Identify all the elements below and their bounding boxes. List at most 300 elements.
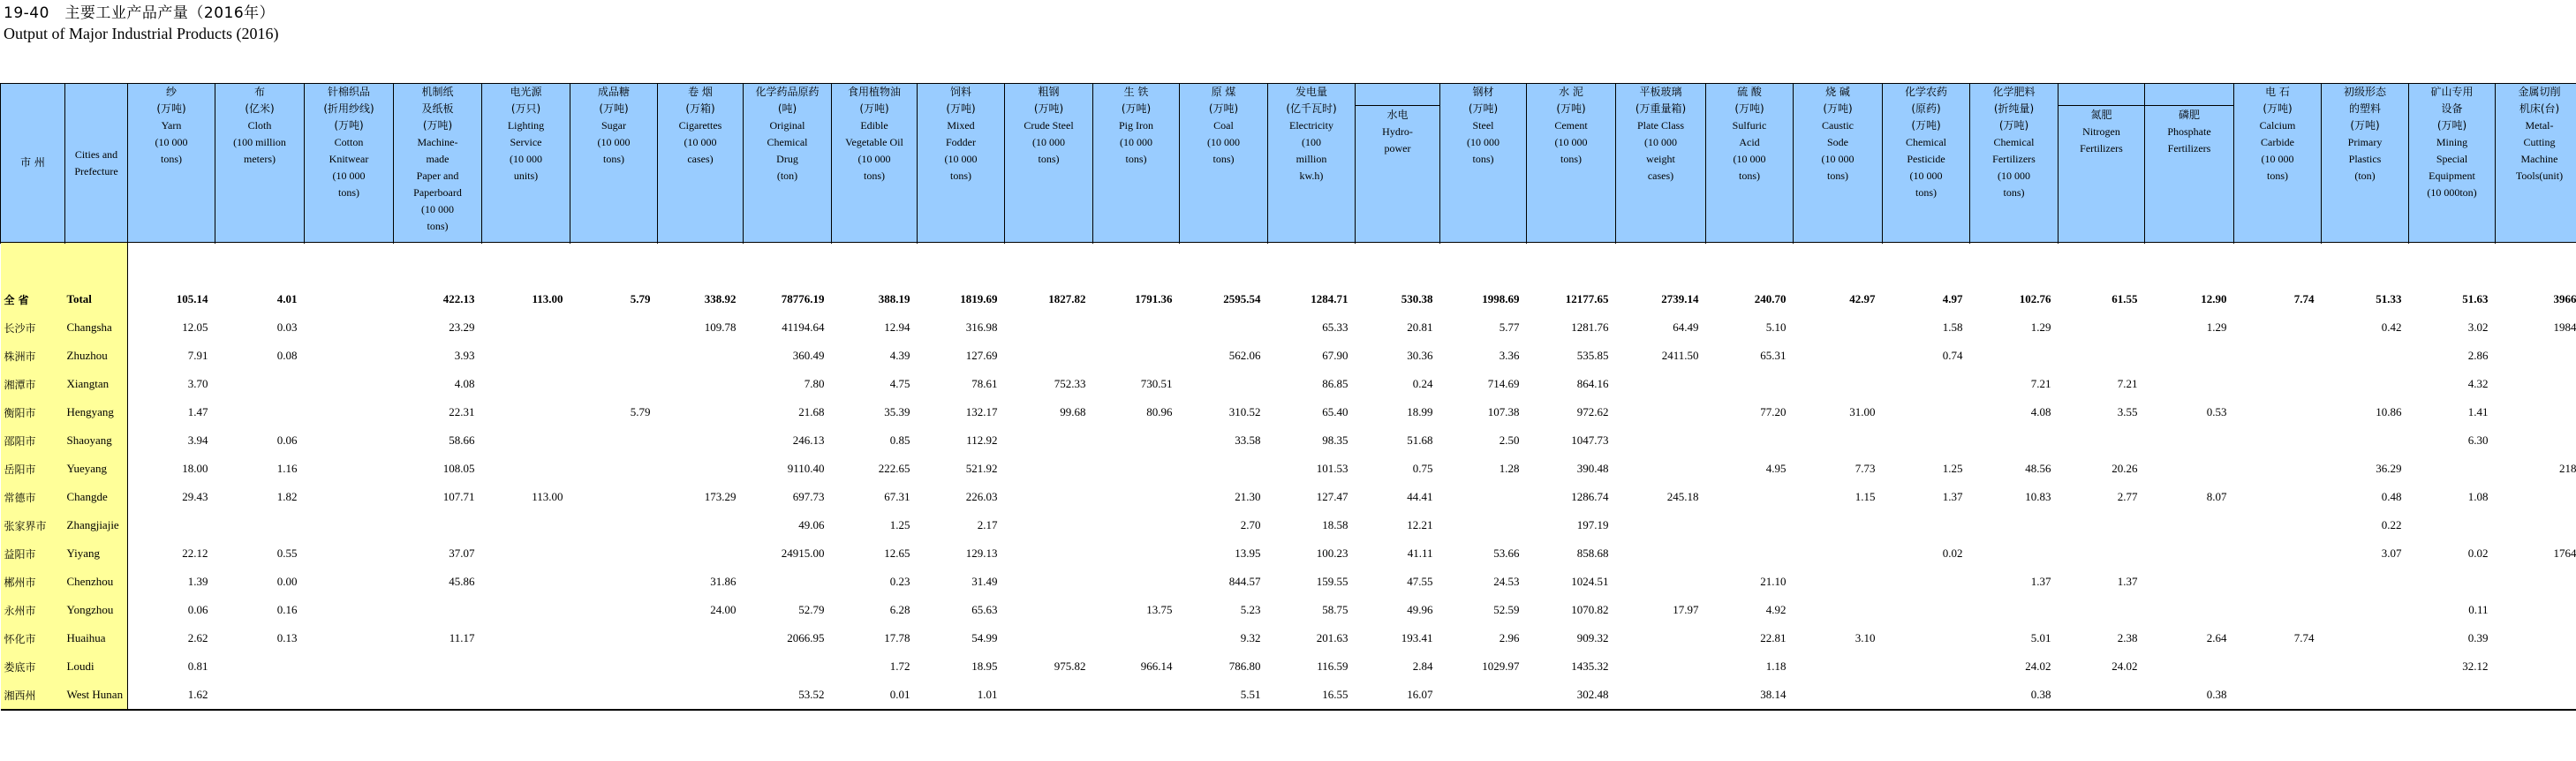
value-cell: 0.85 bbox=[889, 433, 910, 447]
value-cell bbox=[570, 483, 658, 511]
value-cell: 58.66 bbox=[449, 433, 475, 447]
value-cell bbox=[2496, 426, 2576, 455]
value-cell: 966.14 bbox=[1140, 659, 1173, 673]
value-cell: 1.25 bbox=[1942, 462, 1963, 475]
city-name-cn: 常德市 bbox=[1, 483, 65, 511]
value-cell: 11.17 bbox=[449, 631, 475, 644]
column-header-1-cn: 布 (亿米) bbox=[245, 86, 275, 115]
column-header-19 bbox=[1794, 84, 1883, 243]
value-cell bbox=[1005, 596, 1093, 624]
value-cell bbox=[2234, 652, 2322, 681]
value-cell: 521.92 bbox=[965, 462, 998, 475]
value-cell: 12.05 bbox=[182, 320, 208, 334]
value-cell: 864.16 bbox=[1576, 377, 1609, 390]
column-header-13 bbox=[1268, 84, 1356, 243]
value-cell bbox=[2059, 511, 2145, 539]
value-cell bbox=[1883, 652, 1970, 681]
value-cell bbox=[1883, 511, 1970, 539]
column-header-9 bbox=[918, 84, 1005, 243]
value-cell: 78776.19 bbox=[781, 292, 825, 305]
value-cell bbox=[658, 370, 744, 398]
column-header-2-en: Cotton Knitwear (10 000 tons) bbox=[329, 136, 369, 199]
value-cell bbox=[215, 370, 305, 398]
value-cell: 65.31 bbox=[1760, 349, 1787, 362]
value-cell: 1286.74 bbox=[1571, 490, 1609, 503]
value-cell: 1281.76 bbox=[1571, 320, 1609, 334]
value-cell bbox=[2234, 511, 2322, 539]
value-cell: 5.23 bbox=[1240, 603, 1261, 616]
column-header-13-cn: 发电量 (亿千瓦时) bbox=[1286, 86, 1337, 115]
column-header-4-cn: 电光源 (万只) bbox=[510, 86, 542, 115]
value-cell: 53.66 bbox=[1493, 546, 1520, 560]
column-header-12-cn: 原 煤 (万吨) bbox=[1208, 86, 1239, 115]
value-cell bbox=[1005, 426, 1093, 455]
value-cell bbox=[1093, 539, 1180, 568]
city-name-cn: 长沙市 bbox=[1, 313, 65, 342]
column-header-17 bbox=[1616, 84, 1706, 243]
value-cell: 22.81 bbox=[1760, 631, 1787, 644]
value-cell: 5.77 bbox=[1499, 320, 1520, 334]
value-cell bbox=[482, 511, 570, 539]
value-cell: 1.29 bbox=[2206, 320, 2227, 334]
column-header-1-en: Cloth (100 million meters) bbox=[233, 119, 286, 165]
value-cell bbox=[1970, 596, 2059, 624]
value-cell bbox=[658, 342, 744, 370]
value-cell bbox=[570, 652, 658, 681]
value-cell: 310.52 bbox=[1228, 405, 1261, 418]
value-cell: 7.21 bbox=[2030, 377, 2051, 390]
column-header-3-en: Machine- made Paper and Paperboard (10 000 tons) bbox=[413, 136, 462, 232]
value-cell bbox=[2145, 370, 2234, 398]
value-cell: 0.06 bbox=[187, 603, 208, 616]
table-row bbox=[1, 313, 2576, 342]
value-cell: 2.64 bbox=[2206, 631, 2227, 644]
table-row bbox=[1, 596, 2576, 624]
value-cell: 4.75 bbox=[889, 377, 910, 390]
column-header-6 bbox=[658, 84, 744, 243]
value-cell: 0.01 bbox=[832, 681, 918, 710]
column-header-5-en: Sugar (10 000 tons) bbox=[597, 119, 631, 165]
value-cell bbox=[482, 624, 570, 652]
value-cell: 98.35 bbox=[1322, 433, 1348, 447]
value-cell bbox=[570, 596, 658, 624]
value-cell: 1435.32 bbox=[1571, 659, 1609, 673]
value-cell bbox=[2409, 455, 2496, 483]
value-cell: 1.29 bbox=[2030, 320, 2051, 334]
column-header-12 bbox=[1180, 84, 1268, 243]
value-cell bbox=[744, 568, 832, 596]
value-cell bbox=[394, 511, 482, 539]
value-cell bbox=[1005, 342, 1093, 370]
column-header-8 bbox=[832, 84, 918, 243]
value-cell: 4.39 bbox=[889, 349, 910, 362]
value-cell: 22.12 bbox=[182, 546, 208, 560]
value-cell: 0.23 bbox=[889, 575, 910, 588]
value-cell bbox=[2234, 596, 2322, 624]
value-cell bbox=[1005, 483, 1093, 511]
value-cell bbox=[1970, 539, 2059, 568]
value-cell: 2411.50 bbox=[1661, 349, 1699, 362]
value-cell bbox=[2409, 681, 2496, 710]
value-cell bbox=[1093, 624, 1180, 652]
value-cell: 1764 bbox=[2553, 546, 2576, 560]
value-cell: 129.13 bbox=[965, 546, 998, 560]
value-cell: 2.38 bbox=[2117, 631, 2138, 644]
value-cell: 1791.36 bbox=[1135, 292, 1173, 305]
column-header-20-en: Chemical Pesticide (10 000 tons) bbox=[1906, 136, 1946, 199]
value-cell: 972.62 bbox=[1576, 405, 1609, 418]
value-cell bbox=[2496, 652, 2576, 681]
value-cell: 422.13 bbox=[442, 292, 475, 305]
table-row bbox=[1, 568, 2576, 596]
value-cell: 0.75 bbox=[1412, 462, 1433, 475]
value-cell: 51.63 bbox=[2462, 292, 2489, 305]
column-header-18-en: Sulfuric Acid (10 000 tons) bbox=[1732, 119, 1767, 182]
value-cell: 3.36 bbox=[1499, 349, 1520, 362]
value-cell: 0.53 bbox=[2206, 405, 2227, 418]
table-row bbox=[1, 681, 2576, 710]
value-cell: 3.02 bbox=[2467, 320, 2489, 334]
value-cell bbox=[2145, 511, 2234, 539]
value-cell: 1.72 bbox=[889, 659, 910, 673]
value-cell bbox=[1794, 370, 1883, 398]
value-cell bbox=[570, 313, 658, 342]
value-cell: 388.19 bbox=[878, 292, 910, 305]
value-cell: 109.78 bbox=[704, 320, 737, 334]
city-name-en: Yongzhou bbox=[65, 596, 128, 624]
value-cell: 3.07 bbox=[2381, 546, 2402, 560]
value-cell: 4.95 bbox=[1765, 462, 1787, 475]
city-name-cn: 张家界市 bbox=[1, 511, 65, 539]
value-cell bbox=[570, 568, 658, 596]
value-cell bbox=[2234, 483, 2322, 511]
column-header-16-en: Cement (10 000 tons) bbox=[1554, 119, 1588, 165]
value-cell bbox=[2496, 342, 2576, 370]
value-cell: 113.00 bbox=[532, 292, 563, 305]
value-cell bbox=[215, 511, 305, 539]
value-cell bbox=[2496, 681, 2576, 710]
value-cell bbox=[482, 370, 570, 398]
column-header-18 bbox=[1706, 84, 1794, 243]
city-name-en: Loudi bbox=[65, 652, 128, 681]
value-cell: 23.29 bbox=[449, 320, 475, 334]
value-cell: 10.86 bbox=[2376, 405, 2402, 418]
title-chinese: 19-40 主要工业产品产量（2016年） bbox=[4, 4, 276, 22]
value-cell: 107.71 bbox=[442, 490, 475, 503]
value-cell bbox=[2145, 426, 2234, 455]
value-cell: 530.38 bbox=[1401, 292, 1433, 305]
value-cell: 3.70 bbox=[187, 377, 208, 390]
city-name-en: Huaihua bbox=[65, 624, 128, 652]
value-cell: 101.53 bbox=[1316, 462, 1348, 475]
value-cell: 127.47 bbox=[1316, 490, 1348, 503]
value-cell: 5.10 bbox=[1765, 320, 1787, 334]
column-header-9-cn: 饲料 (万吨) bbox=[946, 86, 976, 115]
value-cell bbox=[1616, 370, 1706, 398]
table-row bbox=[1, 285, 2576, 313]
value-cell: 6.28 bbox=[889, 603, 910, 616]
column-header-7 bbox=[744, 84, 832, 243]
value-cell bbox=[1794, 426, 1883, 455]
column-header-10-cn: 粗钢 (万吨) bbox=[1033, 86, 1064, 115]
value-cell bbox=[2496, 483, 2576, 511]
value-cell bbox=[305, 398, 394, 426]
value-cell bbox=[1883, 398, 1970, 426]
value-cell bbox=[1883, 624, 1970, 652]
value-cell: 58.75 bbox=[1322, 603, 1348, 616]
value-cell: 105.14 bbox=[176, 292, 208, 305]
value-cell: 0.38 bbox=[1970, 681, 2059, 710]
value-cell: 8.07 bbox=[2206, 490, 2227, 503]
value-cell: 48.56 bbox=[2025, 462, 2051, 475]
table-row bbox=[1, 426, 2576, 455]
value-cell bbox=[570, 539, 658, 568]
column-header-2-cn: 针棉织品 (折用纱线) (万吨) bbox=[323, 86, 374, 132]
value-cell: 201.63 bbox=[1316, 631, 1348, 644]
value-cell bbox=[394, 652, 482, 681]
value-cell: 77.20 bbox=[1760, 405, 1787, 418]
value-cell: 360.49 bbox=[792, 349, 825, 362]
value-cell bbox=[1440, 511, 1527, 539]
value-cell bbox=[1180, 313, 1268, 342]
value-cell: 18.99 bbox=[1407, 405, 1433, 418]
value-cell: 1819.69 bbox=[960, 292, 998, 305]
value-cell bbox=[1616, 426, 1706, 455]
value-cell bbox=[2496, 624, 2576, 652]
value-cell: 52.59 bbox=[1493, 603, 1520, 616]
city-header-cn: 市 州 bbox=[1, 84, 65, 243]
value-cell bbox=[1005, 539, 1093, 568]
value-cell: 3.55 bbox=[2117, 405, 2138, 418]
value-cell: 2.86 bbox=[2467, 349, 2489, 362]
column-header-26-cn: 矿山专用 设备 (万吨) bbox=[2430, 86, 2474, 132]
value-cell: 20.26 bbox=[2111, 462, 2138, 475]
column-header-8-en: Edible Vegetable Oil (10 000 tons) bbox=[845, 119, 903, 182]
value-cell: 0.22 bbox=[2381, 518, 2402, 531]
value-cell: 9.32 bbox=[1240, 631, 1261, 644]
value-cell: 36.29 bbox=[2376, 462, 2402, 475]
table-body bbox=[1, 243, 2576, 711]
column-header-18-cn: 硫 酸 (万吨) bbox=[1734, 86, 1764, 115]
city-name-cn: 邵阳市 bbox=[1, 426, 65, 455]
value-cell bbox=[1093, 483, 1180, 511]
value-cell bbox=[2322, 681, 2409, 710]
value-cell: 7.74 bbox=[2293, 631, 2315, 644]
value-cell: 535.85 bbox=[1576, 349, 1609, 362]
value-cell: 7.74 bbox=[2293, 292, 2315, 305]
value-cell bbox=[305, 426, 394, 455]
value-cell: 752.33 bbox=[1054, 377, 1086, 390]
column-header-25-cn: 初级形态 的塑料 (万吨) bbox=[2343, 86, 2386, 132]
value-cell: 4.32 bbox=[2467, 377, 2489, 390]
value-cell bbox=[658, 426, 744, 455]
value-cell bbox=[2145, 652, 2234, 681]
value-cell bbox=[305, 568, 394, 596]
value-cell: 0.55 bbox=[276, 546, 298, 560]
value-cell: 65.33 bbox=[1322, 320, 1348, 334]
value-cell bbox=[2322, 596, 2409, 624]
value-cell: 5.79 bbox=[630, 405, 651, 418]
value-cell bbox=[570, 624, 658, 652]
value-cell: 107.38 bbox=[1487, 405, 1520, 418]
value-cell: 4.08 bbox=[2030, 405, 2051, 418]
value-cell: 975.82 bbox=[1054, 659, 1086, 673]
column-header-10 bbox=[1005, 84, 1093, 243]
value-cell: 44.41 bbox=[1407, 490, 1433, 503]
value-cell: 4.08 bbox=[454, 377, 475, 390]
value-cell bbox=[1883, 596, 1970, 624]
value-cell bbox=[482, 313, 570, 342]
value-cell: 7.80 bbox=[804, 377, 825, 390]
value-cell bbox=[2234, 681, 2322, 710]
value-cell: 858.68 bbox=[1576, 546, 1609, 560]
value-cell: 37.07 bbox=[449, 546, 475, 560]
value-cell bbox=[1883, 568, 1970, 596]
city-header-en: Cities and Prefecture bbox=[65, 84, 128, 243]
value-cell: 0.08 bbox=[276, 349, 298, 362]
value-cell: 51.68 bbox=[1407, 433, 1433, 447]
column-header-5 bbox=[570, 84, 658, 243]
value-cell bbox=[658, 681, 744, 710]
value-cell: 0.16 bbox=[276, 603, 298, 616]
value-cell bbox=[2145, 568, 2234, 596]
table-row bbox=[1, 455, 2576, 483]
value-cell bbox=[305, 342, 394, 370]
city-name-en: Changde bbox=[65, 483, 128, 511]
value-cell: 0.03 bbox=[276, 320, 298, 334]
value-cell: 1.08 bbox=[2467, 490, 2489, 503]
value-cell: 24915.00 bbox=[781, 546, 825, 560]
value-cell bbox=[1093, 568, 1180, 596]
value-cell: 12177.65 bbox=[1565, 292, 1609, 305]
value-cell bbox=[1180, 455, 1268, 483]
value-cell bbox=[570, 681, 658, 710]
value-cell bbox=[2496, 511, 2576, 539]
value-cell bbox=[305, 681, 394, 710]
column-header-17-cn: 平板玻璃 (万重量箱) bbox=[1635, 86, 1687, 115]
value-cell bbox=[658, 511, 744, 539]
value-cell: 42.97 bbox=[1849, 292, 1876, 305]
value-cell: 12.21 bbox=[1407, 518, 1433, 531]
value-cell bbox=[1794, 596, 1883, 624]
city-name-en: Total bbox=[65, 285, 128, 313]
value-cell: 21.10 bbox=[1760, 575, 1787, 588]
value-cell bbox=[744, 652, 832, 681]
value-cell: 22.31 bbox=[449, 405, 475, 418]
column-header-15-en: Steel (10 000 tons) bbox=[1467, 119, 1500, 165]
city-name-en: Zhuzhou bbox=[65, 342, 128, 370]
value-cell bbox=[305, 313, 394, 342]
value-cell: 80.96 bbox=[1146, 405, 1173, 418]
value-cell: 4.97 bbox=[1942, 292, 1963, 305]
value-cell: 30.36 bbox=[1407, 349, 1433, 362]
column-header-2 bbox=[305, 84, 394, 243]
value-cell: 1.37 bbox=[2117, 575, 2138, 588]
value-cell: 0.48 bbox=[2381, 490, 2402, 503]
value-cell: 18.58 bbox=[1322, 518, 1348, 531]
value-cell: 41194.64 bbox=[782, 320, 825, 334]
value-cell: 1.82 bbox=[276, 490, 298, 503]
column-header-1 bbox=[215, 84, 305, 243]
value-cell: 2.70 bbox=[1240, 518, 1261, 531]
value-cell bbox=[394, 681, 482, 710]
table-row bbox=[1, 652, 2576, 681]
value-cell bbox=[1005, 568, 1093, 596]
value-cell: 132.17 bbox=[965, 405, 998, 418]
column-header-25 bbox=[2322, 84, 2409, 243]
value-cell: 4.92 bbox=[1765, 603, 1787, 616]
value-cell bbox=[1616, 398, 1706, 426]
value-cell: 20.81 bbox=[1407, 320, 1433, 334]
value-cell bbox=[128, 511, 215, 539]
value-cell: 844.57 bbox=[1228, 575, 1261, 588]
column-header-22-cn: 氮肥 bbox=[2090, 109, 2112, 121]
column-header-27 bbox=[2496, 84, 2576, 243]
value-cell bbox=[1794, 681, 1883, 710]
value-cell bbox=[1180, 370, 1268, 398]
value-cell bbox=[658, 652, 744, 681]
table-header bbox=[1, 84, 2576, 243]
value-cell bbox=[2322, 370, 2409, 398]
value-cell bbox=[2322, 652, 2409, 681]
value-cell: 13.95 bbox=[1235, 546, 1261, 560]
title-english: Output of Major Industrial Products (2016) bbox=[4, 25, 279, 42]
value-cell bbox=[305, 455, 394, 483]
value-cell: 7.73 bbox=[1855, 462, 1876, 475]
value-cell: 0.00 bbox=[276, 575, 298, 588]
value-cell: 2.77 bbox=[2117, 490, 2138, 503]
value-cell bbox=[1794, 652, 1883, 681]
value-cell: 17.78 bbox=[884, 631, 910, 644]
value-cell bbox=[2234, 342, 2322, 370]
table-row bbox=[1, 483, 2576, 511]
value-cell bbox=[2496, 596, 2576, 624]
city-name-cn: 娄底市 bbox=[1, 652, 65, 681]
value-cell: 240.70 bbox=[1754, 292, 1787, 305]
column-header-14-en: Hydro- power bbox=[1382, 125, 1413, 154]
value-cell bbox=[1093, 681, 1180, 710]
column-header-24 bbox=[2234, 84, 2322, 243]
column-header-16-cn: 水 泥 (万吨) bbox=[1556, 86, 1586, 115]
column-header-8-cn: 食用植物油 (万吨) bbox=[847, 86, 901, 115]
value-cell bbox=[2496, 370, 2576, 398]
value-cell: 38.14 bbox=[1706, 681, 1794, 710]
value-cell bbox=[570, 342, 658, 370]
value-cell bbox=[2234, 370, 2322, 398]
value-cell: 21.30 bbox=[1235, 490, 1261, 503]
value-cell bbox=[1706, 539, 1794, 568]
value-cell: 67.90 bbox=[1322, 349, 1348, 362]
value-cell bbox=[2145, 596, 2234, 624]
value-cell: 16.07 bbox=[1356, 681, 1440, 710]
city-name-cn: 湘潭市 bbox=[1, 370, 65, 398]
column-header-26 bbox=[2409, 84, 2496, 243]
value-cell bbox=[305, 624, 394, 652]
value-cell bbox=[2409, 568, 2496, 596]
value-cell: 2.96 bbox=[1499, 631, 1520, 644]
value-cell: 1.37 bbox=[2030, 575, 2051, 588]
value-cell: 16.55 bbox=[1268, 681, 1356, 710]
value-cell bbox=[1616, 455, 1706, 483]
value-cell: 1.41 bbox=[2467, 405, 2489, 418]
value-cell: 0.24 bbox=[1412, 377, 1433, 390]
column-header-19-en: Caustic Sode (10 000 tons) bbox=[1821, 119, 1855, 182]
value-cell: 24.00 bbox=[710, 603, 737, 616]
city-name-en: Yiyang bbox=[65, 539, 128, 568]
column-header-4-en: Lighting Service (10 000 units) bbox=[507, 119, 545, 182]
city-name-en: Changsha bbox=[65, 313, 128, 342]
value-cell bbox=[1616, 539, 1706, 568]
